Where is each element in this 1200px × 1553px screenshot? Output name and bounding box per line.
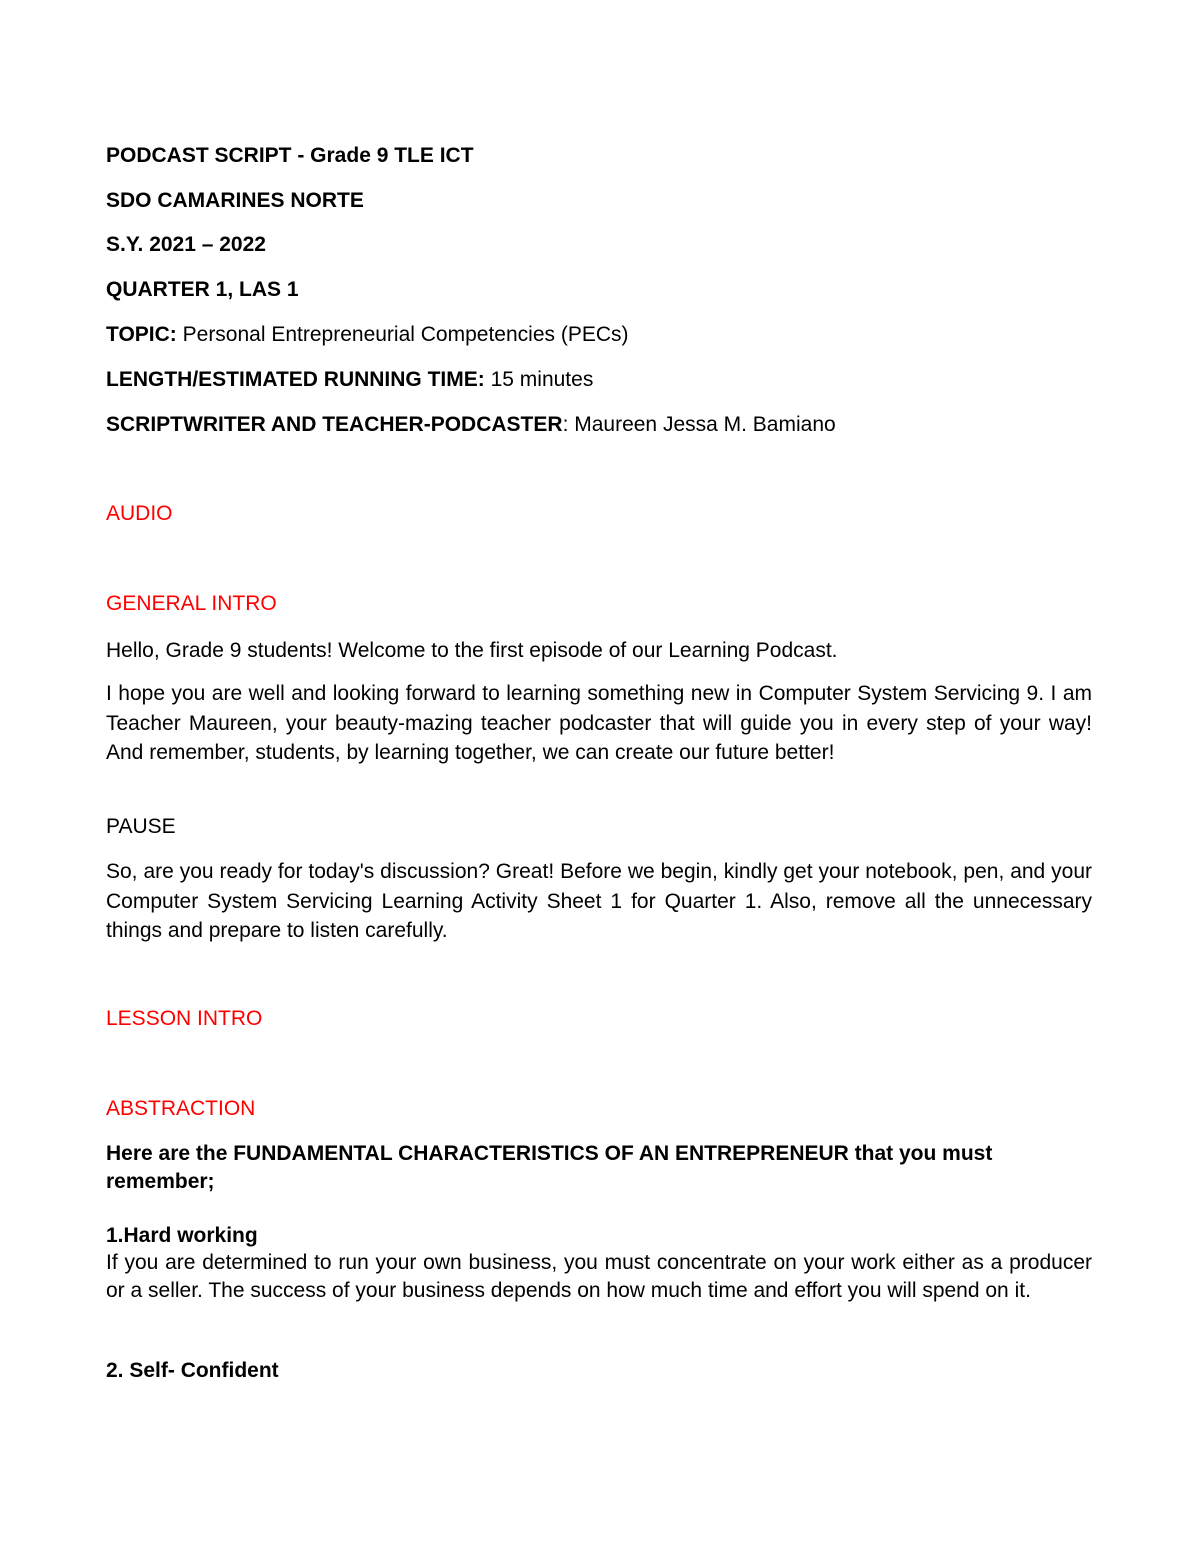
header-length (106, 366, 593, 394)
item-1-title: 1.Hard working (106, 1224, 258, 1247)
general-intro-paragraph-1: Hello, Grade 9 students! Welcome to the first episode of our Learning Podcast. (106, 639, 838, 662)
header-title: PODCAST SCRIPT - Grade 9 TLE ICT (106, 144, 474, 167)
general-intro-pause: PAUSE (106, 815, 176, 838)
section-audio: AUDIO (106, 502, 173, 525)
header-division: SDO CAMARINES NORTE (106, 189, 364, 212)
length-label: LENGTH/ESTIMATED RUNNING TIME: (106, 368, 485, 391)
topic-label: TOPIC: (106, 323, 177, 346)
header-quarter: QUARTER 1, LAS 1 (106, 278, 299, 301)
section-abstraction: ABSTRACTION (106, 1097, 256, 1120)
section-lesson-intro: LESSON INTRO (106, 1007, 263, 1030)
header-scriptwriter (106, 411, 836, 439)
scriptwriter-value: : Maureen Jessa M. Bamiano (562, 413, 836, 436)
general-intro-paragraph-3: So, are you ready for today's discussion? Great! Before we begin, kindly get your notebook, pen, and your Computer System Servicing Learning Activity Sheet 1 for Quarter 1. Also, remove all the unnecessary things and prepare to listen carefully. (106, 860, 1092, 942)
item-2-title: 2. Self- Confident (106, 1359, 279, 1382)
length-value: 15 minutes (484, 368, 594, 391)
section-general-intro: GENERAL INTRO (106, 592, 277, 615)
header-school-year: S.Y. 2021 – 2022 (106, 233, 266, 256)
scriptwriter-label: SCRIPTWRITER AND TEACHER-PODCASTER (106, 413, 563, 436)
general-intro-paragraph-2: I hope you are well and looking forward to learning something new in Computer System Servicing 9. I am Teacher Maureen, your beauty-mazing teacher podcaster that will guide you in every step of your way! And remember, students, by learning together, we can create our future better! (106, 682, 1092, 764)
document-page (106, 0, 1092, 1553)
topic-value: Personal Entrepreneurial Competencies (PECs) (176, 323, 629, 346)
header-topic (106, 321, 629, 349)
abstraction-intro: Here are the FUNDAMENTAL CHARACTERISTICS OF AN ENTREPRENEUR that you must remember; (106, 1142, 993, 1193)
item-1-text: If you are determined to run your own business, you must concentrate on your work either as a producer or a seller. The success of your business depends on how much time and effort you will spend on it. (106, 1251, 1092, 1302)
